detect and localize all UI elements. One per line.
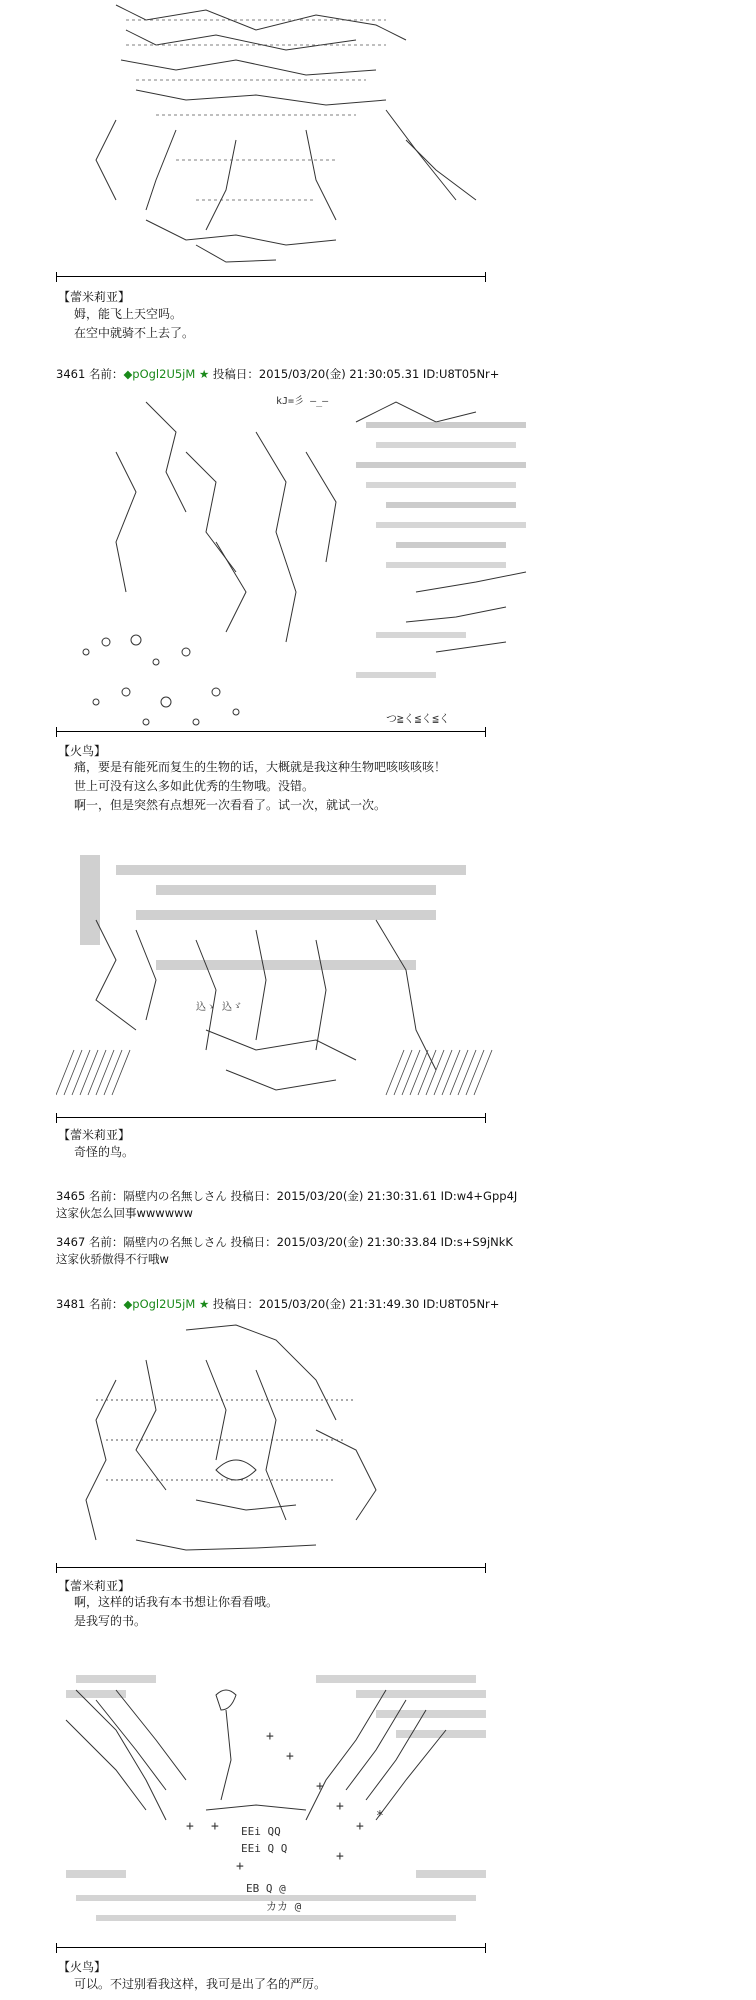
post-date: 投稿日：2015/03/20(金) 21:31:49.30 ID:U8T05Nr+ xyxy=(212,1297,500,1311)
dialogue-line: 痛，要是有能死而复生的生物的话，大概就是我这种生物吧咳咳咳咳！ xyxy=(74,760,447,774)
svg-text:*: * xyxy=(376,1809,384,1824)
speaker-tag: 【蕾米莉亚】 xyxy=(58,1128,131,1142)
speaker-tag: 【蕾米莉亚】 xyxy=(58,290,131,304)
dialogue-line: 姆，能飞上天空吗。 xyxy=(74,307,183,321)
star-icon: ★ xyxy=(198,1297,210,1311)
art-text: EEi QQ xyxy=(241,1825,281,1838)
separator-rule xyxy=(56,727,486,737)
star-icon: ★ xyxy=(198,367,210,381)
svg-text:+: + xyxy=(236,1859,244,1874)
art-text: つ≧く≦く≦く xyxy=(386,712,450,725)
speaker-tag: 【蕾米莉亚】 xyxy=(58,1579,131,1593)
dialogue-line: 奇怪的鸟。 xyxy=(74,1145,135,1159)
svg-text:+: + xyxy=(336,1799,344,1814)
post-header xyxy=(56,1296,499,1312)
dialogue-line: 可以。不过别看我这样，我可是出了名的严厉。 xyxy=(74,1977,327,1991)
comment-header: 3467 名前：隔壁内の名無しさん 投稿日：2015/03/20(金) 21:30:33.84 ID:s+S9jNkK xyxy=(56,1235,513,1249)
svg-text:+: + xyxy=(186,1819,194,1834)
ascii-art-remilia-2 xyxy=(56,850,536,1120)
ascii-art-firebird-1 xyxy=(56,392,536,732)
svg-text:+: + xyxy=(356,1819,364,1834)
tripcode[interactable]: ◆pOgl2U5jM xyxy=(123,367,196,381)
svg-text:+: + xyxy=(266,1729,274,1744)
separator-rule xyxy=(56,272,486,282)
post-number: 3481 xyxy=(56,1297,86,1311)
art-text: カカ @ xyxy=(266,1900,302,1913)
post-date: 投稿日：2015/03/20(金) 21:30:05.31 ID:U8T05Nr+ xyxy=(212,367,500,381)
separator-rule xyxy=(56,1563,486,1573)
comment-body: 这家伙怎么回事wwwwww xyxy=(56,1206,193,1220)
art-text: EEi Q Q xyxy=(241,1842,288,1855)
ascii-art-remilia-1 xyxy=(56,0,536,270)
comment-header: 3465 名前：隔壁内の名無しさん 投稿日：2015/03/20(金) 21:30:31.61 ID:w4+Gpp4J xyxy=(56,1189,518,1203)
separator-rule xyxy=(56,1113,486,1123)
separator-rule xyxy=(56,1943,486,1953)
dialogue-line: 啊，这样的话我有本书想让你看看哦。 xyxy=(74,1595,279,1609)
ascii-art-firebird-2 xyxy=(56,1670,536,1945)
name-label: 名前： xyxy=(88,367,124,381)
svg-text:+: + xyxy=(286,1749,294,1764)
art-text: 込ゝ 込ゞ xyxy=(196,1002,243,1013)
speaker-tag: 【火鸟】 xyxy=(58,1960,107,1974)
post-header xyxy=(56,366,499,382)
svg-text:+: + xyxy=(316,1779,324,1794)
speaker-tag: 【火鸟】 xyxy=(58,744,107,758)
dialogue-line: 啊一，但是突然有点想死一次看看了。试一次，就试一次。 xyxy=(74,798,387,812)
dialogue-line: 世上可没有这么多如此优秀的生物哦。没错。 xyxy=(74,779,315,793)
tripcode[interactable]: ◆pOgl2U5jM xyxy=(123,1297,196,1311)
ascii-art-remilia-3 xyxy=(56,1320,536,1570)
svg-text:+: + xyxy=(211,1819,219,1834)
svg-text:+: + xyxy=(336,1849,344,1864)
post-number: 3461 xyxy=(56,367,86,381)
art-text: EB Q @ xyxy=(246,1882,286,1895)
comment-body: 这家伙骄傲得不行哦w xyxy=(56,1252,169,1266)
name-label: 名前： xyxy=(88,1297,124,1311)
dialogue-line: 是我写的书。 xyxy=(74,1614,147,1628)
art-text: kJ=彡 —_— xyxy=(276,396,329,407)
dialogue-line: 在空中就骑不上去了。 xyxy=(74,326,195,340)
